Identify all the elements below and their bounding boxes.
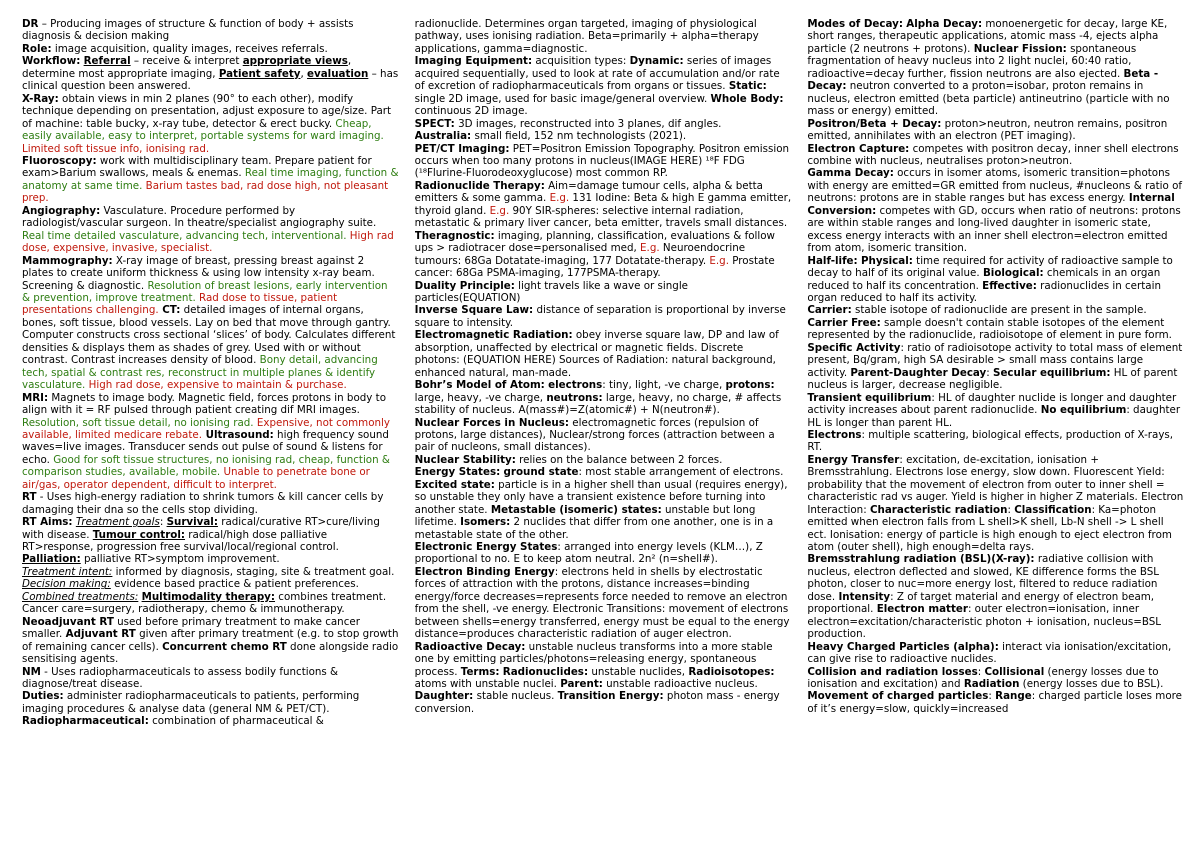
- section-nm: NM - Uses radiopharmaceuticals to assess bodily functions & diagnose/treat disease.: [22, 665, 339, 691]
- section-gamma-decay: Gamma Decay: occurs in isomer atoms, isomeric transition=photons with energy are emitted=GR emitted from nucleus, #nucleons & ratio of neutrons: protons are in stable ranges but has excess energy. Internal Conversion: competes with GD, occurs when ratio of neutrons: protons are within stable ranges and long-lived daughter in isomeric state, excess energy interacts with an inner shell electron=electron emitted from atom, isomeric transition.: [807, 167, 1183, 255]
- section-radioactive-decay: Radioactive Decay: unstable nucleus transforms into a more stable one by emitting particles/photons=releasing energy, spontaneous process. Terms: Radionuclides: unstable nuclides, Radioisotopes: atoms with unstable nuclei. Parent: unstable radioactive nucleus. Daughter: stable nucleus. Transition Energy: photon mass - energy conversion.: [414, 640, 780, 715]
- section-xray: X-Ray: obtain views in min 2 planes (90° to each other), modify technique depending on presentation, adjust exposure to age/size. Part of machine: table bucky, x-ray tube, detector & erect bucky. Cheap, easily available, easy to interpret, portable systems for ward imaging. Limited soft tissue info, ionising rad.: [22, 92, 392, 155]
- section-workflow: Workflow: Referral – receive & interpret appropriate views, determine most appropriate imaging, Patient safety, evaluation – has clinical question been answered.: [22, 55, 399, 93]
- section-radiopharmaceutical-cont: radionuclide. Determines organ targeted, imaging of physiological pathway, uses ionising radiation. Beta=primarily + alpha=therapy applications, gamma=diagnostic.: [414, 18, 759, 55]
- section-specific-activity: Specific Activity: ratio of radioisotope activity to total mass of element present, Bq/gram, high SA desirable > small mass contains large activity. Parent-Daughter Decay: Secular equilibrium: HL of parent nucleus is larger, decrease negligible.: [807, 341, 1183, 392]
- section-angiography: Angiography: Vasculature. Procedure performed by radiologist/vascular surgeon. In theatre/specialist angiography suite. Real time detailed vasculature, advancing tech, interventional. High rad dose, expensive, invasive, specialist.: [22, 204, 394, 255]
- column-middle: [415, 18, 792, 849]
- section-em-radiation: Electromagnetic Radiation: obey inverse square law, DP and law of absorption, unaffected by electrical or magnetic fields. Discrete photons: (EQUATION HERE) Sources of Radiation: natural background, enhanced natural, man-made.: [414, 329, 779, 379]
- section-pet-ct: PET/CT Imaging: PET=Positron Emission Topography. Positron emission occurs when too many protons in nucleus(IMAGE HERE) ¹⁸F FDG (¹⁸Flurine-Fluorodeoxyglucose) most common RP.: [414, 142, 790, 180]
- section-nuclear-stability: Nuclear Stability: relies on the balance between 2 forces.: [414, 453, 723, 466]
- section-nuclear-forces: Nuclear Forces in Nucleus: electromagnetic forces (repulsion of protons, large distances), Nuclear/strong forces (attraction between a pair of nucleons, small distances).: [414, 416, 775, 454]
- section-electron-binding-energy: Electron Binding Energy: electrons held in shells by electrostatic forces of attraction with the protons, distance increases=binding energy/force decreases=represents force needed to remove an electron from the shell, -ve energy. Electronic Transitions: movement of electrons between shells=energy transferred, energy must be equal to the energy distance=produces characteristic radiation of auger electron.: [414, 565, 790, 641]
- section-rt: RT - Uses high-energy radiation to shrink tumors & kill cancer cells by damaging their dna so the cells stop dividing.: [22, 491, 384, 516]
- column-left: [22, 18, 399, 849]
- section-carrier: Carrier: stable isotope of radionuclide are present in the sample.: [807, 304, 1147, 317]
- section-mri-ultrasound: MRI: Magnets to image body. Magnetic field, forces protons in body to align with it = RF pulsed through patient creating dif MRI images. Resolution, soft tissue detail, no ionising rad. Expensive, not commonly available, limited medicare rebate. Ultrasound: high frequency sound waves=live images. Transducer sends out pulse of sound & listens for echo. Good for soft tissue structures, no ionising rad, cheap, function & comparison studies, available, mobile. Unable to penetrate bone or air/gas, operator dependent, difficult to interpret.: [22, 391, 390, 491]
- section-electrons: Electrons: multiple scattering, biological effects, production of X-rays, RT.: [807, 428, 1174, 454]
- section-radionuclide-therapy: Radionuclide Therapy: Aim=damage tumour cells, alpha & betta emitters & some gamma. E.g. 131 Iodine: Beta & high E gamma emitter, thyroid gland. E.g. 90Y SIR-spheres: selective internal radiation, metastatic & primary liver cancer, beta emitter, travels small distances. Theragnostic: imaging, planning, classification, evaluations & follow ups > radiotracer dose=personalised med, E.g. Neuroendocrine tumours: 68Ga Dotatate-imaging, 177 Dotatate-therapy. E.g. Prostate cancer: 68Ga PSMA-imaging, 177PSMA-therapy.: [414, 179, 792, 280]
- section-radiopharmaceutical: Radiopharmaceutical: combination of pharmaceutical &: [22, 715, 324, 728]
- section-modes-of-decay: Modes of Decay: Alpha Decay: monoenergetic for decay, large KE, short ranges, therapeutic applications, atomic mass -4, ejects alpha particle (2 neutrons + protons). Nuclear Fission: spontaneous fragmentation of heavy nucleus into 2 light nuclei, 60:40 ratio, radioactive=decay further, fission neutrons are also ejected. Beta - Decay: neutron converted to a proton=isobar, proton remains in nucleus, electron emitted (beta particle) antineutrino (particle with no mass or energy) emitted.: [807, 18, 1170, 118]
- section-positron-decay: Positron/Beta + Decay: proton>neutron, neutron remains, positron emitted, annihilates with an electron (PET imaging).: [807, 117, 1168, 143]
- section-inverse-square-law: Inverse Square Law: distance of separation is proportional by inverse square to intensity.: [414, 304, 786, 329]
- section-heavy-charged-particles: Heavy Charged Particles (alpha): interact via ionisation/excitation, can give rise to radioactive nuclides.: [807, 640, 1172, 666]
- section-electronic-energy-states: Electronic Energy States: arranged into energy levels (KLM…), Z proportional to no. E to keep atom neutral. 2n² (n=shell#).: [414, 541, 763, 566]
- section-dr: DR – Producing images of structure & function of body + assists diagnosis & decision making: [22, 18, 354, 43]
- section-energy-states: Energy States: ground state: most stable arrangement of electrons. Excited state: particle is in a higher shell than usual (requires energy), so unstable they only have a transient existence before turning into another state. Metastable (isomeric) states: unstable but long lifetime. Isomers: 2 nuclides that differ from one another, one is in a metastable state of the other.: [414, 466, 788, 541]
- section-energy-transfer: Energy Transfer: excitation, de-excitation, ionisation + Bremsstrahlung. Electrons lose energy, slow down. Fluorescent Yield: probability that the movement of electron from outer to inner shell = characteristic rad vs auger. Yield is higher in higher Z materials. Electron Interaction: Characteristic radiation: Classification: Ka=photon emitted when electron falls from L shell>K shell, Lb-N shell -> L shell ect. Ionisation: energy of particle is high enough to eject electron from atom (outer shell), high enough=delta rays.: [807, 453, 1184, 554]
- section-rt-aims: RT Aims: Treatment goals: Survival: radical/curative RT>cure/living with disease. Tumour control: radical/high dose palliative RT>response, progression free survival/local/regional control. Palliation: palliative RT>symptom improvement.: [22, 516, 380, 566]
- section-bremsstrahlung: Bremsstrahlung radiation (BSL)(X-ray): radiative collision with nucleus, electron deflected and slowed, KE difference forms the BSL photon, closer to nuc=more energy lost, filtered to reduce radiation dose. Intensity: Z of target material and energy of electron beam, proportional. Electron matter: outer electron=ionisation, inner electron=excitation/characteristic photon + ionisation, nucleus=BSL production.: [807, 553, 1162, 641]
- column-right: [807, 18, 1184, 849]
- section-role: Role: image acquisition, quality images, receives referrals.: [22, 42, 328, 55]
- section-transient-equilibrium: Transient equilibrium: HL of daughter nuclide is longer and daughter activity increases about parent radionuclide. No equilibrium: daughter HL is longer than parent HL.: [807, 391, 1181, 429]
- section-duties: Duties: administer radiopharmaceuticals to patients, performing imaging procedures & analyse data (general NM & PET/CT).: [22, 690, 360, 715]
- section-electron-capture: Electron Capture: competes with positron decay, inner shell electrons combine with nucleus, neutralises proton>neutron.: [807, 142, 1179, 167]
- section-mammography-ct: Mammography: X-ray image of breast, pressing breast against 2 plates to create uniform thickness & using low intensity x-ray beam. Screening & diagnostic. Resolution of breast lesions, early intervention & prevention, improve treatment. Rad dose to tissue, patient presentations challenging. CT: detailed images of internal organs, bones, soft tissue, blood vessels. Lay on bed that move through gantry. Computer constructs cross sectional ‘slices’ of body. Calculates different densities & displays them as shades of grey. Used with or without contrast. Contrast increases density of blood. Bony detail, advancing tech, spatial & contrast res, reconstruct in multiple planes & identify vasculature. High rad dose, expensive to maintain & purchase.: [22, 254, 396, 392]
- section-carrier-free: Carrier Free: sample doesn't contain stable isotopes of the element represented by the radionuclide, radioisotope of element in pure form.: [807, 316, 1172, 342]
- section-imaging-equipment: Imaging Equipment: acquisition types: Dynamic: series of images acquired sequentially, used to look at rate of accumulation and/or rate of excretion of radiopharmaceuticals from organs or tissues. Static: single 2D image, used for basic image/general overview. Whole Body: continuous 2D image.: [414, 55, 784, 118]
- section-treatment-intent: Treatment intent: informed by diagnosis, staging, site & treatment goal. Decision making: evidence based practice & patient preferences. Combined treatments: Multimodality therapy: combines treatment. Cancer care=surgery, radiotherapy, chemo & immunotherapy. Neoadjuvant RT used before primary treatment to make cancer smaller. Adjuvant RT given after primary treatment (e.g. to stop growth of remaining cancer cells). Concurrent chemo RT done alongside radio sensitising agents.: [22, 565, 399, 666]
- section-fluoroscopy: Fluoroscopy: work with multidisciplinary team. Prepare patient for exam>Barium swallows, meals & enemas. Real time imaging, function & anatomy at same time. Barium tastes bad, rad dose high, not pleasant prep.: [22, 154, 399, 205]
- section-bohr-model: Bohr’s Model of Atom: electrons: tiny, light, -ve charge, protons: large, heavy, -ve charge, neutrons: large, heavy, no charge, # affects stability of nucleus. A(mass#)=Z(atomic#) + N(neutron#).: [414, 379, 782, 417]
- section-collision-radiation-losses: Collision and radiation losses: Collisional (energy losses due to ionisation and excitation) and Radiation (energy losses due to BSL). Movement of charged particles: Range: charged particle loses more of it’s energy=slow, quickly=increased: [807, 665, 1182, 715]
- section-duality-principle: Duality Principle: light travels like a wave or single particles(EQUATION): [414, 279, 689, 304]
- section-half-life: Half-life: Physical: time required for activity of radioactive sample to decay to half of its original value. Biological: chemicals in an organ reduced to half its concentration. Effective: radionuclides in certain organ reduced to half its activity.: [807, 254, 1173, 304]
- section-australia: Australia: small field, 152 nm technologists (2021).: [414, 130, 687, 143]
- section-spect: SPECT: 3D images, reconstructed into 3 planes, dif angles.: [414, 117, 722, 130]
